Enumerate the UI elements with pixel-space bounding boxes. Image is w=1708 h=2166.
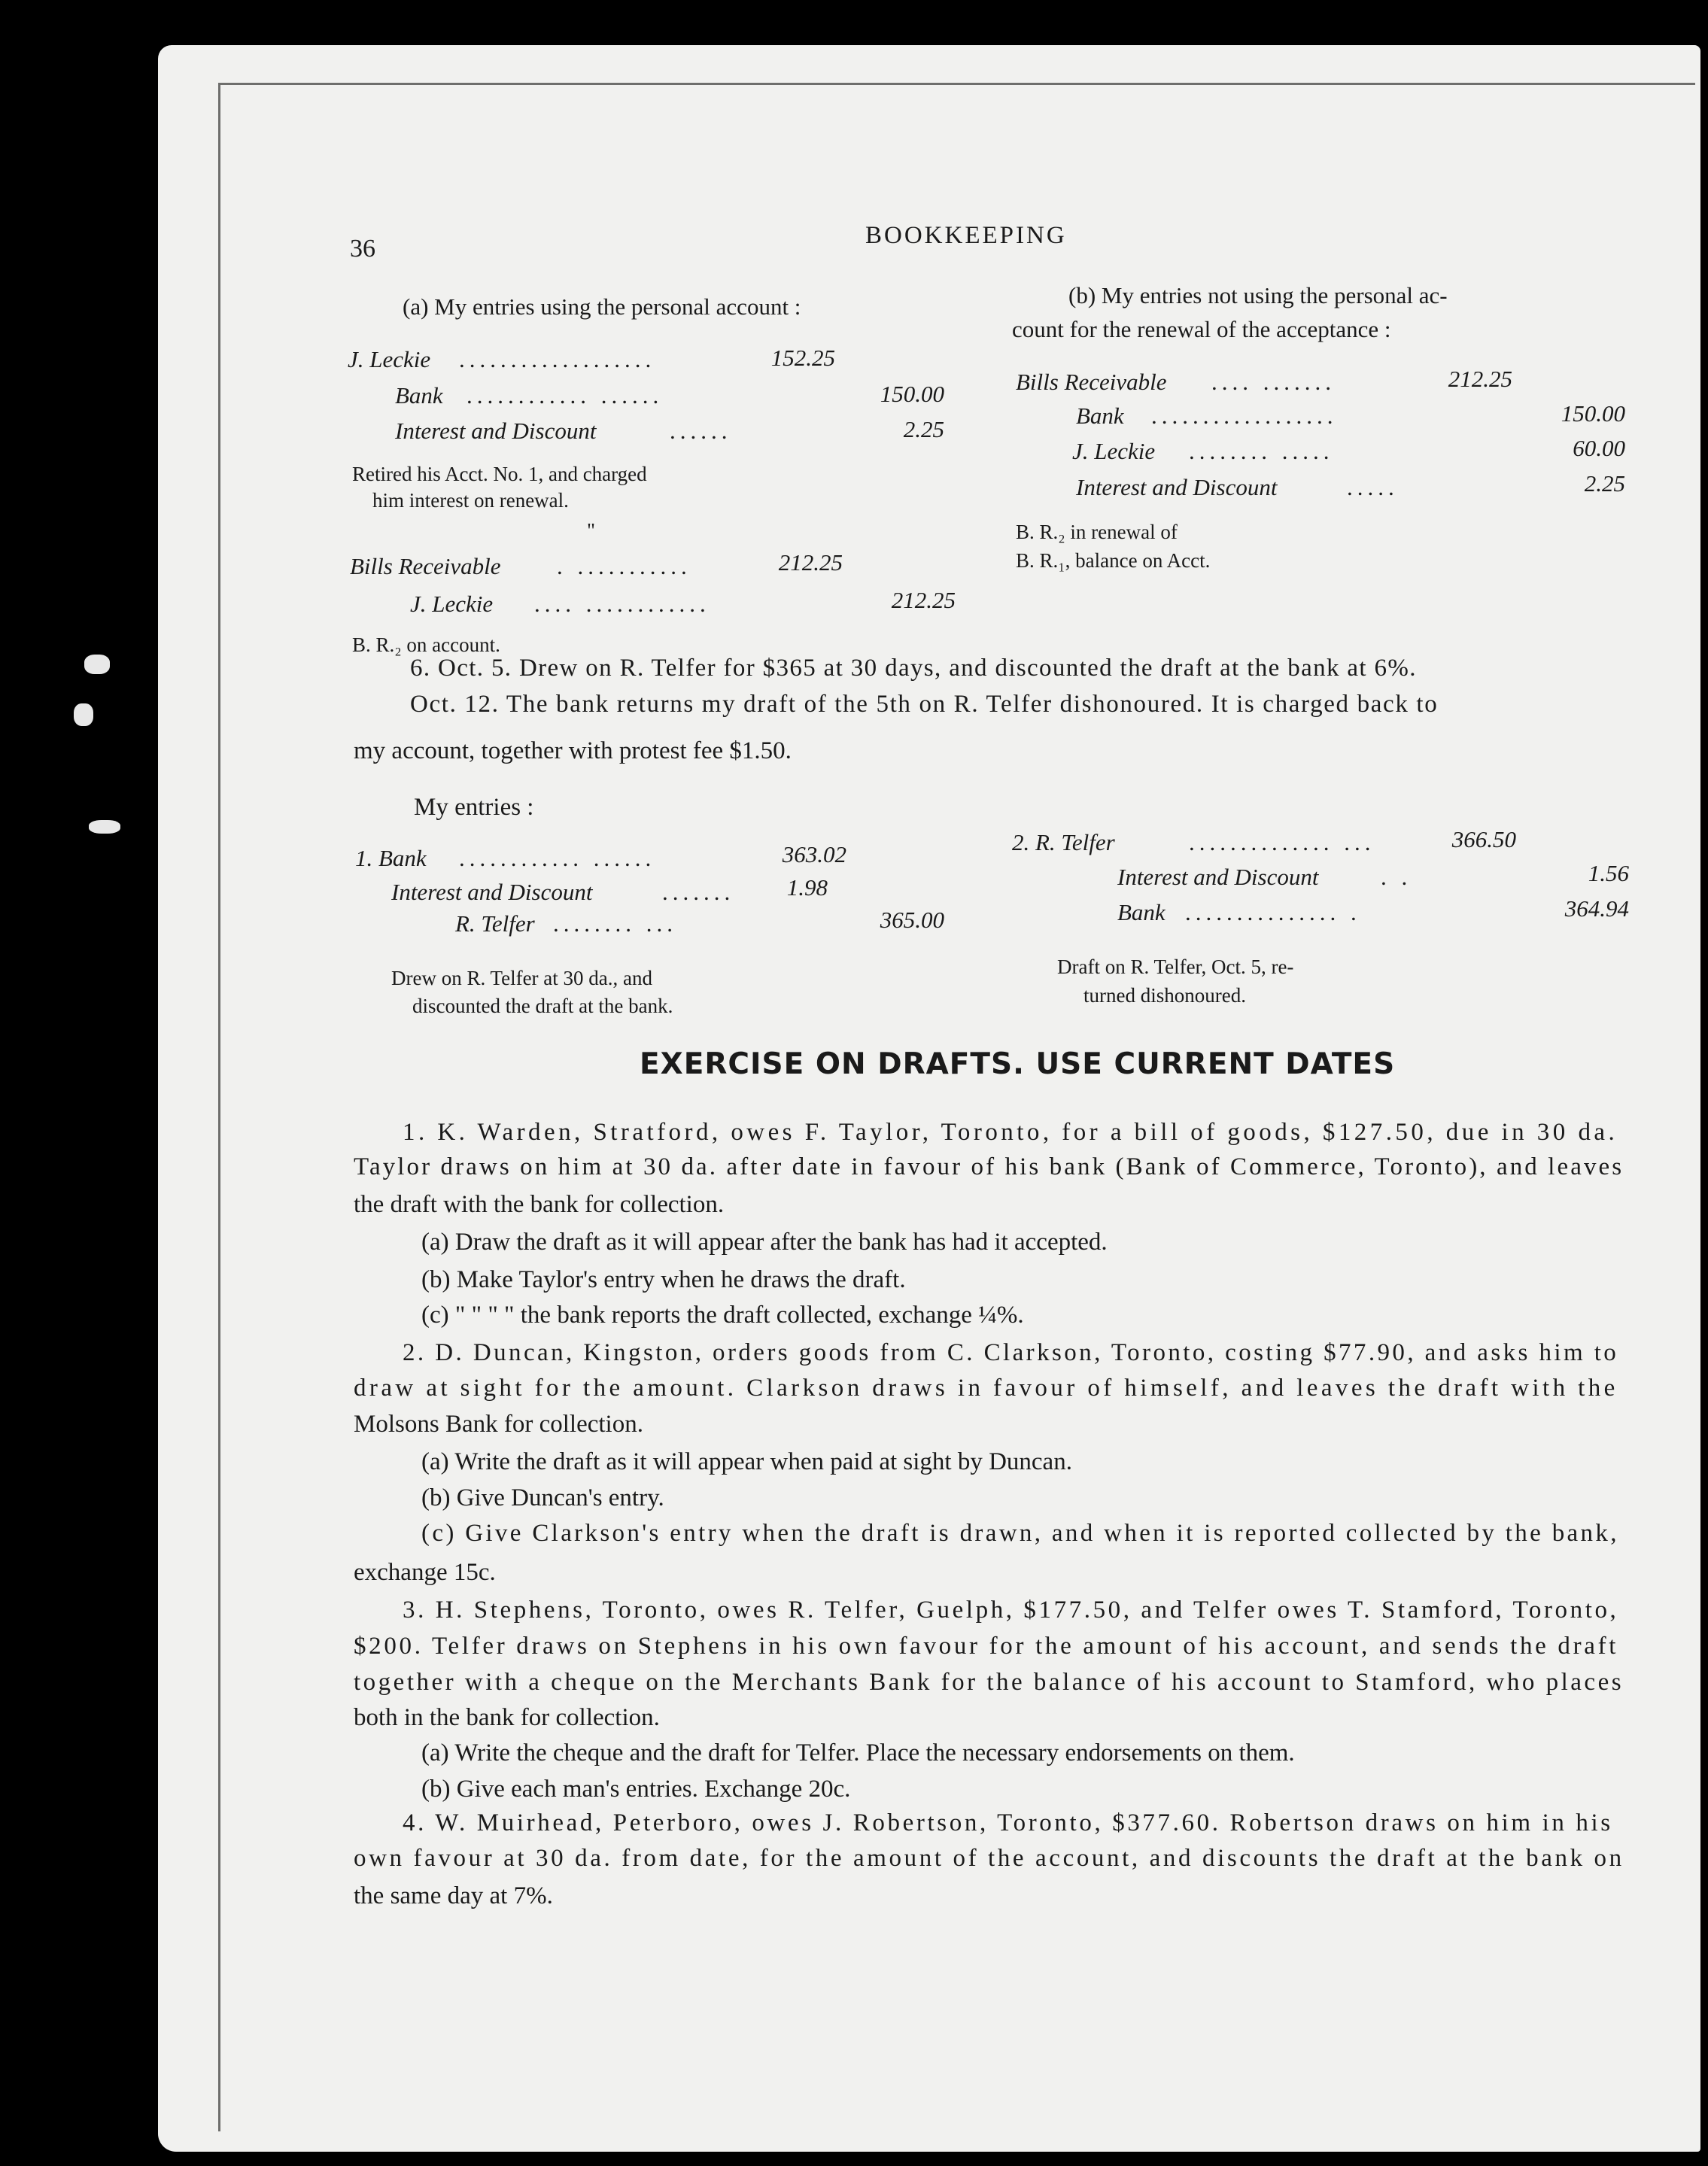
ledger-row-label: Bills Receivable: [350, 553, 501, 579]
ledger-row-debit: 152.25: [770, 345, 835, 371]
entries-b-caption: (b) My entries not using the personal ac-: [1068, 282, 1448, 308]
ledger-row-label: Bank: [395, 382, 443, 409]
ledger-row-label: R. Telfer: [455, 910, 535, 937]
leader-dots: ...................: [459, 346, 656, 372]
ledger-row-label: Bank: [1076, 403, 1124, 429]
exercise-line: (a) Write the draft as it will appear when paid at sight by Duncan.: [421, 1448, 1072, 1475]
ledger-row-label: J. Leckie: [1072, 438, 1156, 464]
problem-6-line: my account, together with protest fee $1.50.: [354, 737, 792, 764]
leader-dots: ..................: [1151, 403, 1338, 429]
entry-note: discounted the draft at the bank.: [412, 995, 673, 1017]
leader-dots: .............. ...: [1189, 829, 1375, 855]
ditto-mark: ": [587, 519, 596, 542]
ledger-row-label: Interest and Discount: [391, 879, 593, 905]
entries-b-caption: count for the renewal of the acceptance :: [1012, 316, 1391, 342]
exercise-line: together with a cheque on the Merchants Bank for the balance of his account to Stamford, who places: [354, 1669, 1624, 1696]
leader-dots: .......: [662, 879, 735, 905]
leader-dots: ............ ......: [467, 382, 664, 409]
entry-note: him interest on renewal.: [372, 489, 569, 512]
ledger-row-label: Interest and Discount: [1117, 864, 1319, 890]
ledger-row-credit: 364.94: [1564, 895, 1629, 922]
leader-dots: .... .......: [1211, 369, 1336, 395]
entry-note: turned dishonoured.: [1083, 984, 1246, 1007]
exercise-line: 3. H. Stephens, Toronto, owes R. Telfer, Guelph, $177.50, and Telfer owes T. Stamford, Toronto,: [403, 1596, 1619, 1624]
exercise-line: (c) " " " " the bank reports the draft collected, exchange ¼%.: [421, 1302, 1024, 1329]
ledger-row-credit: 60.00: [1573, 435, 1625, 461]
exercise-line: $200. Telfer draws on Stephens in his own favour for the amount of his account, and sends the draft: [354, 1633, 1619, 1660]
exercise-line: 1. K. Warden, Stratford, owes F. Taylor, Toronto, for a bill of goods, $127.50, due in 30 da.: [403, 1119, 1618, 1146]
leader-dots: ........ ...: [553, 910, 677, 937]
entries-a-caption: (a) My entries using the personal account :: [403, 293, 801, 320]
scan-speck: [84, 655, 110, 674]
ledger-row-credit: 365.00: [880, 907, 944, 933]
exercise-line: (b) Give each man's entries. Exchange 20c.: [421, 1776, 851, 1803]
ledger-row-credit: 212.25: [891, 587, 956, 613]
ledger-row-debit: 363.02: [782, 841, 846, 867]
entry-note: B. R.₂ in renewal of: [1016, 521, 1178, 543]
leader-dots: . ...........: [557, 553, 691, 579]
ledger-row-debit: 1.98: [786, 874, 828, 901]
leader-dots: ............ ......: [459, 845, 656, 871]
ledger-row-debit: 212.25: [778, 549, 843, 576]
ledger-row-debit: 212.25: [1448, 366, 1512, 392]
exercise-line: (b) Make Taylor's entry when he draws the draft.: [421, 1266, 906, 1293]
ledger-row-label: Bills Receivable: [1016, 369, 1167, 395]
exercise-line: draw at sight for the amount. Clarkson draws in favour of himself, and leaves the draft with the: [354, 1375, 1618, 1402]
page-number: 36: [350, 235, 375, 263]
ledger-row-credit: 150.00: [1561, 400, 1625, 427]
scan-speck: [89, 820, 120, 834]
entry-note: Drew on R. Telfer at 30 da., and: [391, 967, 653, 989]
problem-6-line: Oct. 12. The bank returns my draft of the 5th on R. Telfer dishonoured. It is charged back to: [410, 691, 1439, 718]
ledger-row-label: J. Leckie: [410, 591, 494, 617]
ledger-row-debit: 366.50: [1451, 826, 1516, 852]
leader-dots: . .: [1381, 864, 1412, 890]
exercise-line: own favour at 30 da. from date, for the amount of the account, and discounts the draft at the bank on: [354, 1845, 1624, 1872]
ledger-row-label: Bank: [1117, 899, 1166, 925]
my-entries-label: My entries :: [414, 794, 534, 821]
exercise-line: (a) Write the cheque and the draft for Telfer. Place the necessary endorsements on them.: [421, 1739, 1295, 1767]
ledger-row-label: Interest and Discount: [395, 418, 597, 444]
exercise-line: (a) Draw the draft as it will appear after the bank has had it accepted.: [421, 1229, 1108, 1256]
exercise-line: the draft with the bank for collection.: [354, 1191, 725, 1218]
leader-dots: .... ............: [534, 591, 710, 617]
scan-speck: [74, 703, 93, 726]
exercise-line: Molsons Bank for collection.: [354, 1411, 643, 1438]
ledger-row-label: Interest and Discount: [1076, 474, 1278, 500]
exercise-heading: EXERCISE ON DRAFTS. USE CURRENT DATES: [640, 1047, 1396, 1081]
ledger-row-label: J. Leckie: [348, 346, 431, 372]
entry-note: Draft on R. Telfer, Oct. 5, re-: [1057, 955, 1294, 978]
ledger-row-credit: 1.56: [1588, 860, 1629, 886]
problem-6-line: 6. Oct. 5. Drew on R. Telfer for $365 at 30 days, and discounted the draft at the bank at 6%.: [410, 655, 1417, 682]
leader-dots: ........ .....: [1189, 438, 1334, 464]
ledger-row-credit: 2.25: [1584, 470, 1625, 497]
ledger-row-credit: 2.25: [903, 416, 944, 442]
exercise-line: exchange 15c.: [354, 1559, 496, 1586]
entry-note: B. R.₁, balance on Acct.: [1016, 549, 1211, 572]
leader-dots: ............... .: [1185, 899, 1361, 925]
exercise-line: Taylor draws on him at 30 da. after date in favour of his bank (Bank of Commerce, Toronto), and leaves: [354, 1153, 1624, 1180]
ledger-row-credit: 150.00: [880, 381, 944, 407]
ledger-row-label: 2. R. Telfer: [1012, 829, 1115, 855]
entry-note: B. R.₂ on account.: [352, 633, 500, 656]
leader-dots: ......: [670, 418, 732, 444]
exercise-line: 2. D. Duncan, Kingston, orders goods from C. Clarkson, Toronto, costing $77.90, and asks him to: [403, 1339, 1619, 1366]
exercise-line: 4. W. Muirhead, Peterboro, owes J. Robertson, Toronto, $377.60. Robertson draws on him in his: [403, 1809, 1613, 1836]
exercise-line: both in the bank for collection.: [354, 1704, 660, 1731]
exercise-line: the same day at 7%.: [354, 1882, 553, 1909]
running-title: BOOKKEEPING: [865, 222, 1067, 249]
exercise-line: (c) Give Clarkson's entry when the draft is drawn, and when it is reported collected by the bank,: [421, 1520, 1619, 1547]
entry-note: Retired his Acct. No. 1, and charged: [352, 463, 647, 485]
exercise-line: (b) Give Duncan's entry.: [421, 1484, 664, 1511]
leader-dots: .....: [1347, 474, 1399, 500]
ledger-row-label: 1. Bank: [355, 845, 427, 871]
